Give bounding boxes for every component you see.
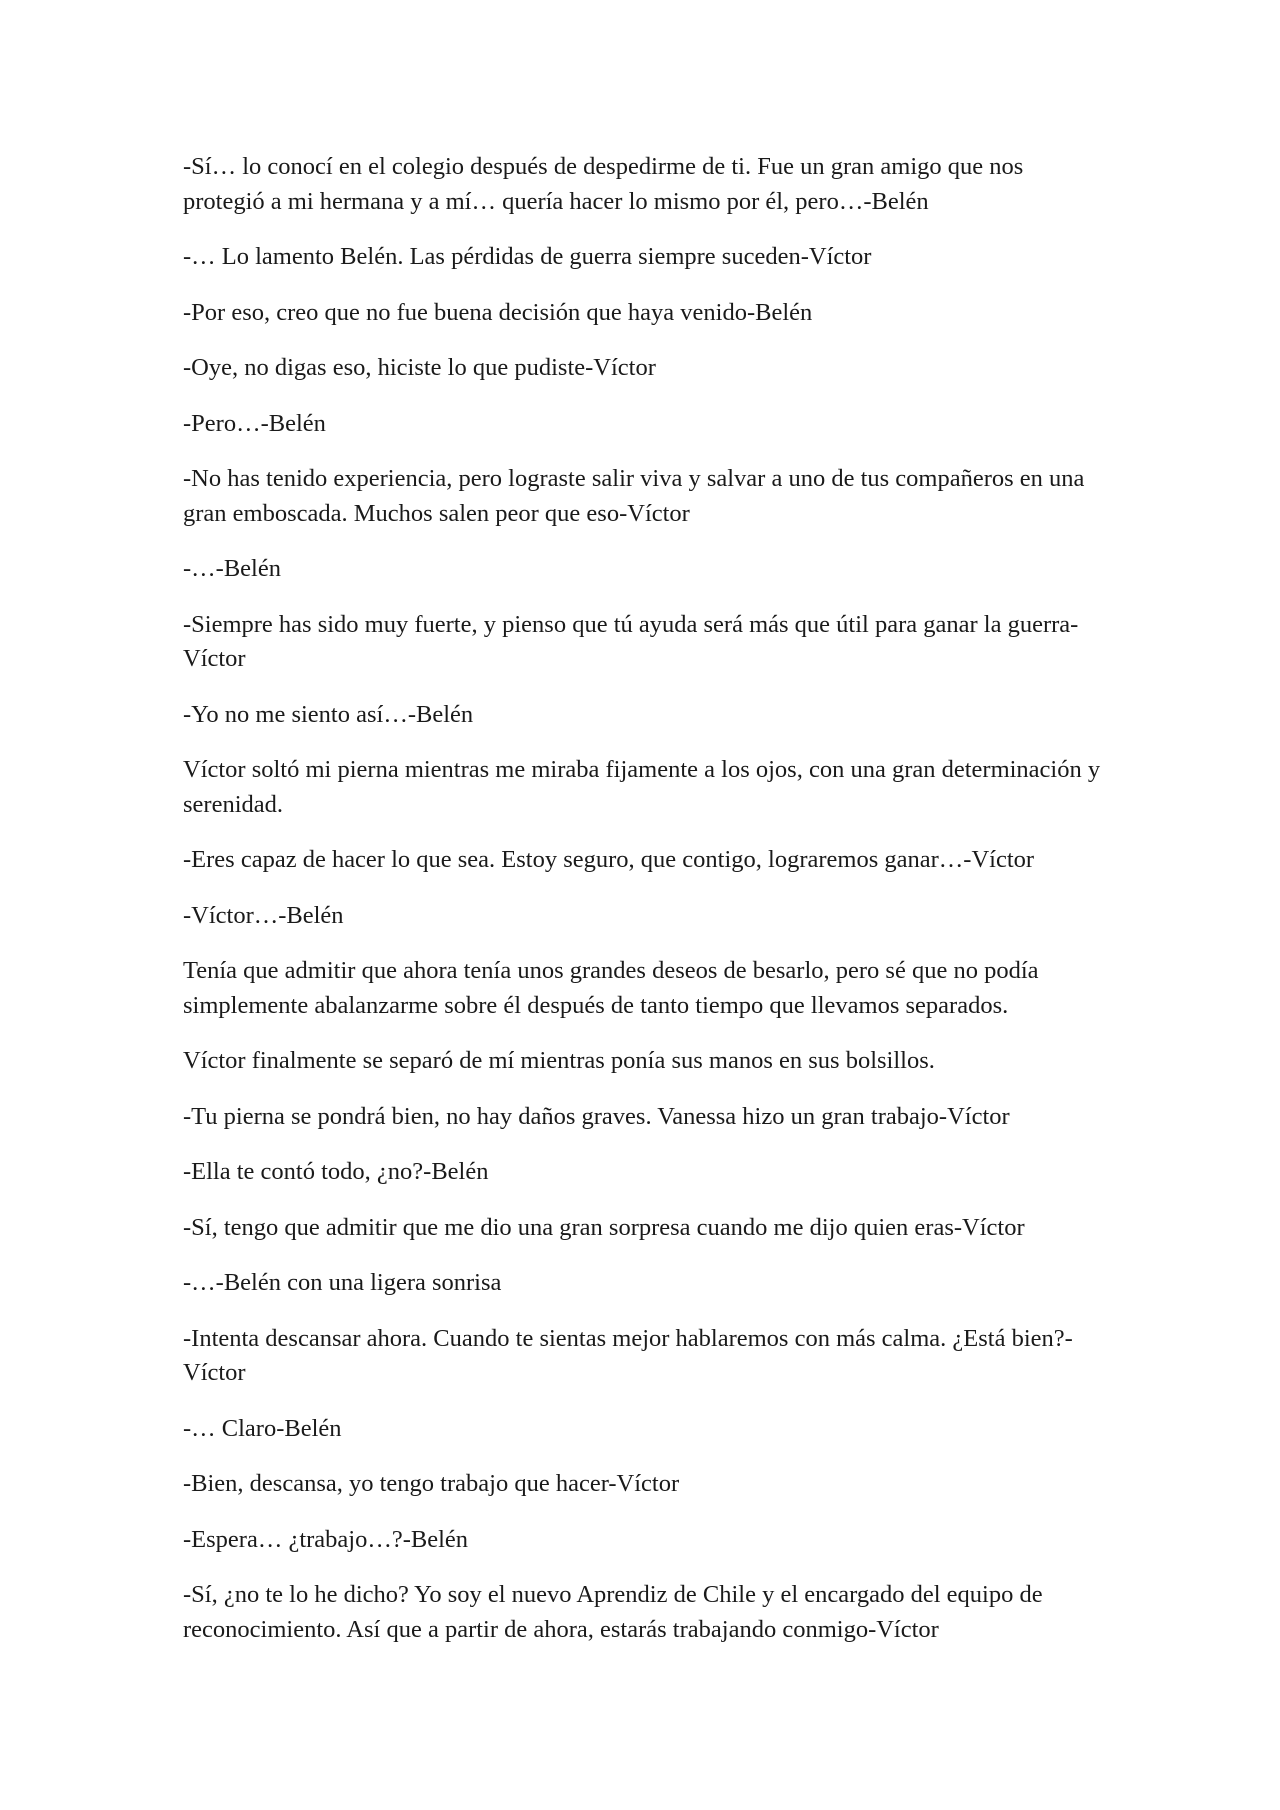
paragraph: -Sí… lo conocí en el colegio después de despedirme de ti. Fue un gran amigo que nos protegió a mi hermana y a mí… quería hacer lo mismo por él, pero…-Belén (183, 153, 1024, 215)
paragraph: -Sí, tengo que admitir que me dio una gran sorpresa cuando me dijo quien eras-Víctor (183, 1213, 1025, 1241)
paragraph: Víctor soltó mi pierna mientras me miraba fijamente a los ojos, con una gran determinación y serenidad. (183, 756, 1101, 818)
paragraph: -Por eso, creo que no fue buena decisión que haya venido-Belén (183, 298, 813, 326)
paragraph: -Oye, no digas eso, hiciste lo que pudiste-Víctor (183, 354, 656, 381)
paragraph: -… Claro-Belén (183, 1414, 342, 1442)
document-body (183, 150, 1103, 1668)
paragraph: Tenía que admitir que ahora tenía unos grandes deseos de besarlo, pero sé que no podía simplemente abalanzarme sobre él después de tanto tiempo que llevamos separados. (183, 957, 1039, 1019)
paragraph: Víctor finalmente se separó de mí mientras ponía sus manos en sus bolsillos. (183, 1047, 935, 1074)
paragraph: -… Lo lamento Belén. Las pérdidas de guerra siempre suceden-Víctor (183, 243, 872, 270)
paragraph: -Víctor…-Belén (183, 901, 344, 929)
paragraph: -No has tenido experiencia, pero lograste salir viva y salvar a uno de tus compañeros en una gran emboscada. Muchos salen peor que eso-Víctor (183, 465, 1085, 527)
paragraph: -Siempre has sido muy fuerte, y pienso que tú ayuda será más que útil para ganar la guerra-Víctor (183, 610, 1079, 672)
paragraph: -Intenta descansar ahora. Cuando te sientas mejor hablaremos con más calma. ¿Está bien?-Víctor (183, 1324, 1073, 1386)
paragraph: -Ella te contó todo, ¿no?-Belén (183, 1158, 489, 1185)
paragraph: -Sí, ¿no te lo he dicho? Yo soy el nuevo Aprendiz de Chile y el encargado del equipo de reconocimiento. Así que a partir de ahora, estarás trabajando conmigo-Víctor (183, 1581, 1043, 1643)
paragraph: -Yo no me siento así…-Belén (183, 700, 474, 728)
paragraph: -…-Belén (183, 555, 281, 582)
paragraph: -Espera… ¿trabajo…?-Belén (183, 1525, 469, 1553)
paragraph: -Tu pierna se pondrá bien, no hay daños graves. Vanessa hizo un gran trabajo-Víctor (183, 1102, 1010, 1130)
paragraph: -…-Belén con una ligera sonrisa (183, 1269, 502, 1296)
paragraph: -Eres capaz de hacer lo que sea. Estoy seguro, que contigo, lograremos ganar…-Víctor (183, 846, 1035, 873)
paragraph: -Pero…-Belén (183, 409, 326, 437)
paragraph: -Bien, descansa, yo tengo trabajo que hacer-Víctor (183, 1470, 680, 1497)
